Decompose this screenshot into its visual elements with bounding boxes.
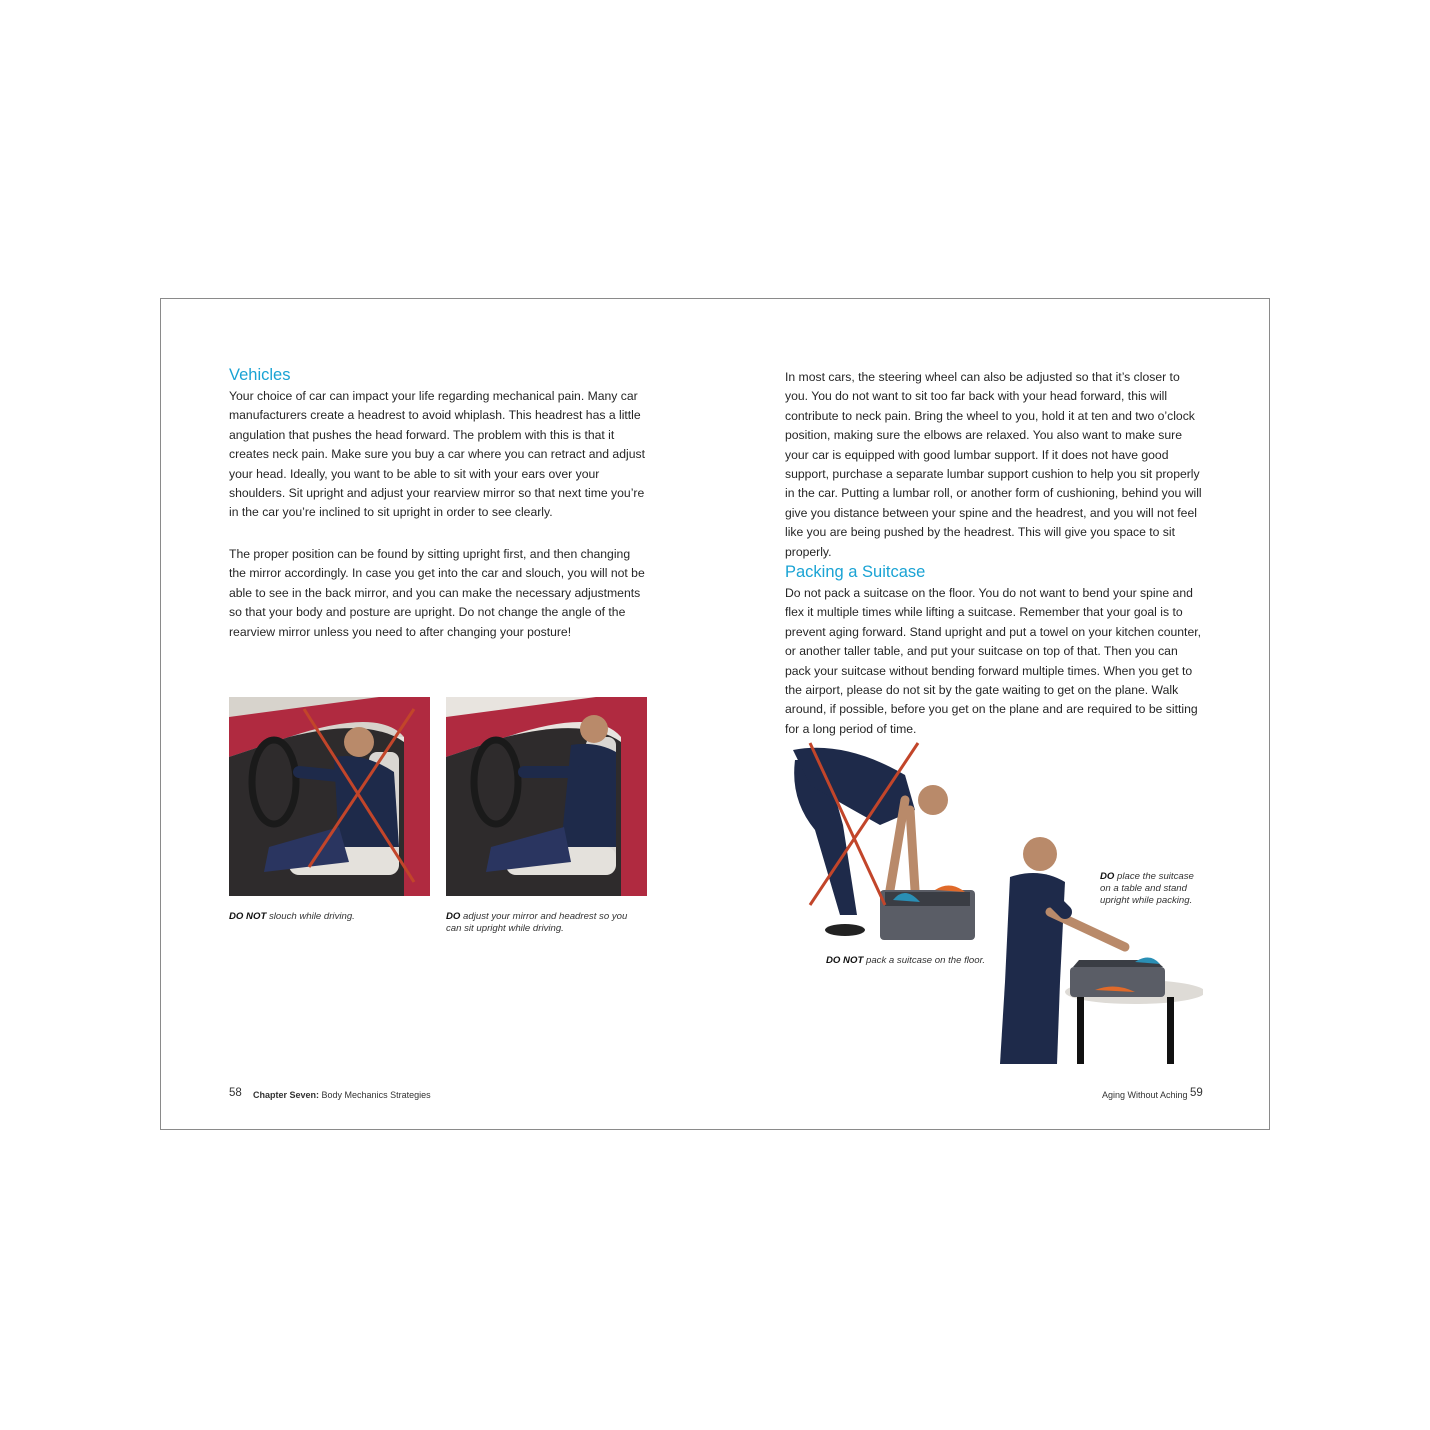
- floor-packing-caption: [826, 955, 986, 967]
- table-packing-photo: [995, 832, 1203, 1064]
- car-upright-photo: [446, 697, 647, 896]
- vehicles-heading: Vehicles: [229, 366, 291, 384]
- caption-strong: DO: [1100, 871, 1115, 882]
- vehicles-paragraph-2: The proper position can be found by sitting upright first, and then changing the mirror accordingly. In case you get into the car and slouch, you will not be able to see in the back mirror, and you can make the necessary adjustments so that your body and posture are upright. Do not change the angle of the rearview mirror unless you need to after changing your posture!: [229, 547, 645, 639]
- car-slouch-photo: [229, 697, 430, 896]
- running-head-bold: Chapter Seven:: [253, 1090, 320, 1100]
- car-slouch-caption: [229, 911, 429, 923]
- caption-text: place the suitcase on a table and stand upright while packing.: [1100, 871, 1194, 906]
- left-page-number: 58: [229, 1087, 242, 1099]
- left-running-head: [253, 1090, 431, 1100]
- caption-strong: DO NOT: [229, 911, 267, 922]
- table-packing-caption: [1100, 871, 1205, 907]
- floor-packing-photo: [785, 740, 985, 945]
- steering-wheel-paragraph: In most cars, the steering wheel can also be adjusted so that it’s closer to you. You do not want to sit too far back with your head forward, this will contribute to neck pain. Bring the wheel to you, hold it at ten and two o’clock position, making sure the elbows are relaxed. You also want to make sure your car is equipped with good lumbar support. If it does not have good support, purchase a separate lumbar support cushion to help you sit properly in the car. Putting a lumbar roll, or another form of cushioning, behind you will give you distance between your spine and the headrest, and you will not feel like you are being pushed by the headrest. This will give you space to sit properly.: [785, 370, 1202, 559]
- caption-text: pack a suitcase on the floor.: [863, 955, 986, 966]
- caption-strong: DO NOT: [826, 955, 864, 966]
- caption-text: slouch while driving.: [266, 911, 355, 922]
- car-upright-caption: [446, 911, 636, 935]
- caption-strong: DO: [446, 911, 461, 922]
- caption-text: adjust your mirror and headrest so you can sit upright while driving.: [446, 911, 628, 934]
- running-head-text: Body Mechanics Strategies: [319, 1090, 431, 1100]
- packing-suitcase-heading: Packing a Suitcase: [785, 563, 926, 581]
- right-page-number: 59: [1190, 1087, 1203, 1099]
- right-running-head: Aging Without Aching: [1102, 1090, 1188, 1100]
- packing-suitcase-paragraph: Do not pack a suitcase on the floor. You do not want to bend your spine and flex it multiple times while lifting a suitcase. Remember that your goal is to prevent aging forward. Stand upright and put a towel on your kitchen counter, or another taller table, and put your suitcase on top of that. Then you can pack your suitcase without bending forward multiple times. When you get to the airport, please do not sit by the gate waiting to get on the plane. Walk around, if possible, before you get on the plane and are required to be sitting for a long period of time.: [785, 586, 1201, 736]
- vehicles-paragraph-1: Your choice of car can impact your life regarding mechanical pain. Many car manufacturers create a headrest to avoid whiplash. This headrest has a little angulation that pushes the head forward. The problem with this is that it creates neck pain. Make sure you buy a car where you can retract and adjust your head. Ideally, you want to be able to sit with your ears over your shoulders. Sit upright and adjust your rearview mirror so that next time you’re in the car you’re inclined to sit upright in order to see clearly.: [229, 389, 645, 520]
